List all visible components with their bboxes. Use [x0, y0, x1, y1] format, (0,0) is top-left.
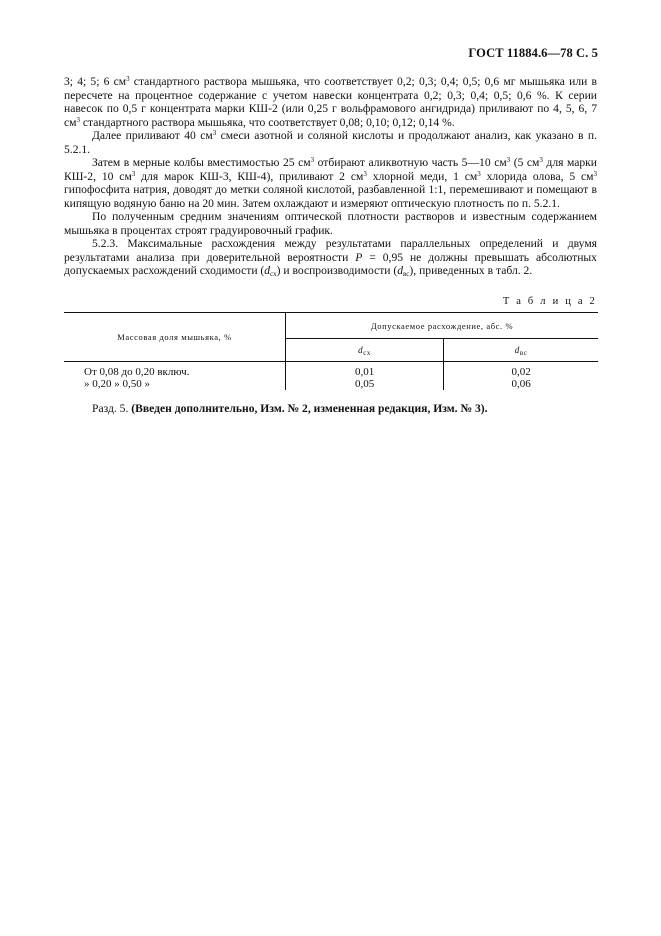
column-header-d-vc: $d_{вс}$: [444, 339, 598, 362]
section-footnote: Разд. 5. (Введен дополнительно, Изм. № 2, измененная редакция, Изм. № 3).: [92, 402, 488, 415]
column-header-tolerance: Допускаемое расхождение, абс. %: [286, 313, 599, 339]
page-header: ГОСТ 11884.6—78 С. 5: [468, 46, 598, 60]
column-header-d-cx: $d_{сх}$: [286, 339, 444, 362]
paragraph-2: Далее приливают 40 $см^3$ смеси азотной и соляной кислоты и продолжают анализ, как указано в п. 5.2.1.: [64, 129, 597, 156]
table-row: » 0,20 » 0,50 » 0,05 0,06: [64, 378, 598, 390]
paragraph-5: 5.2.3. Максимальные расхождения между результатами параллельных определений и двумя результатами анализа при доверительной вероятности P = 0,95 не должны превышать абсолютных допускаемых расхождений сходимости $(d_{сх})$ и воспроизводимости $(d_{вс})$, приведенных в табл. 2.: [64, 237, 597, 278]
data-table: [64, 312, 598, 390]
table-caption: Т а б л и ц а 2: [502, 296, 597, 307]
body-text: [64, 75, 597, 278]
paragraph-3: Затем в мерные колбы вместимостью 25 $см^3$ отбирают аликвотную часть 5—10 $см^3$ (5 $см^3$ для марки КШ-2, 10 $см^3$ для марок КШ-3, КШ-4), приливают 2 $см^3$ хлорной меди, 1 $см^3$ хлорида олова, 5 $см^3$ гипофосфита натрия, доводят до метки соляной кислотой, разбавленной 1:1, перемешивают и помещают в кипящую водяную баню на 20 мин. Затем охлаждают и измеряют оптическую плотность по п. 5.2.1.: [64, 156, 598, 210]
paragraph-4: По полученным средним значениям оптической плотности растворов и известным содержанием мышьяка в процентах строят градуировочный график.: [64, 210, 597, 237]
paragraph-1: 3; 4; 5; 6 $см^3$ стандартного раствора мышьяка, что соответствует 0,2; 0,3; 0,4; 0,5; 0,6 мг мышьяка или в пересчете на процентное содержание с учетом навески концентрата 0,2; 0,3; 0,4; 0,5; 0,6 %. К серии навесок по 0,5 г концентрата марки КШ-2 (или 0,25 г вольфрамового ангидрида) приливают по 4, 5, 6, 7 $см^3$ стандартного раствора мышьяка, что соответствует 0,08; 0,10; 0,12; 0,14 %.: [64, 75, 597, 129]
column-header-mass-fraction: Массовая доля мышьяка, %: [64, 313, 286, 362]
table-row: От 0,08 до 0,20 включ. 0,01 0,02: [64, 362, 598, 378]
